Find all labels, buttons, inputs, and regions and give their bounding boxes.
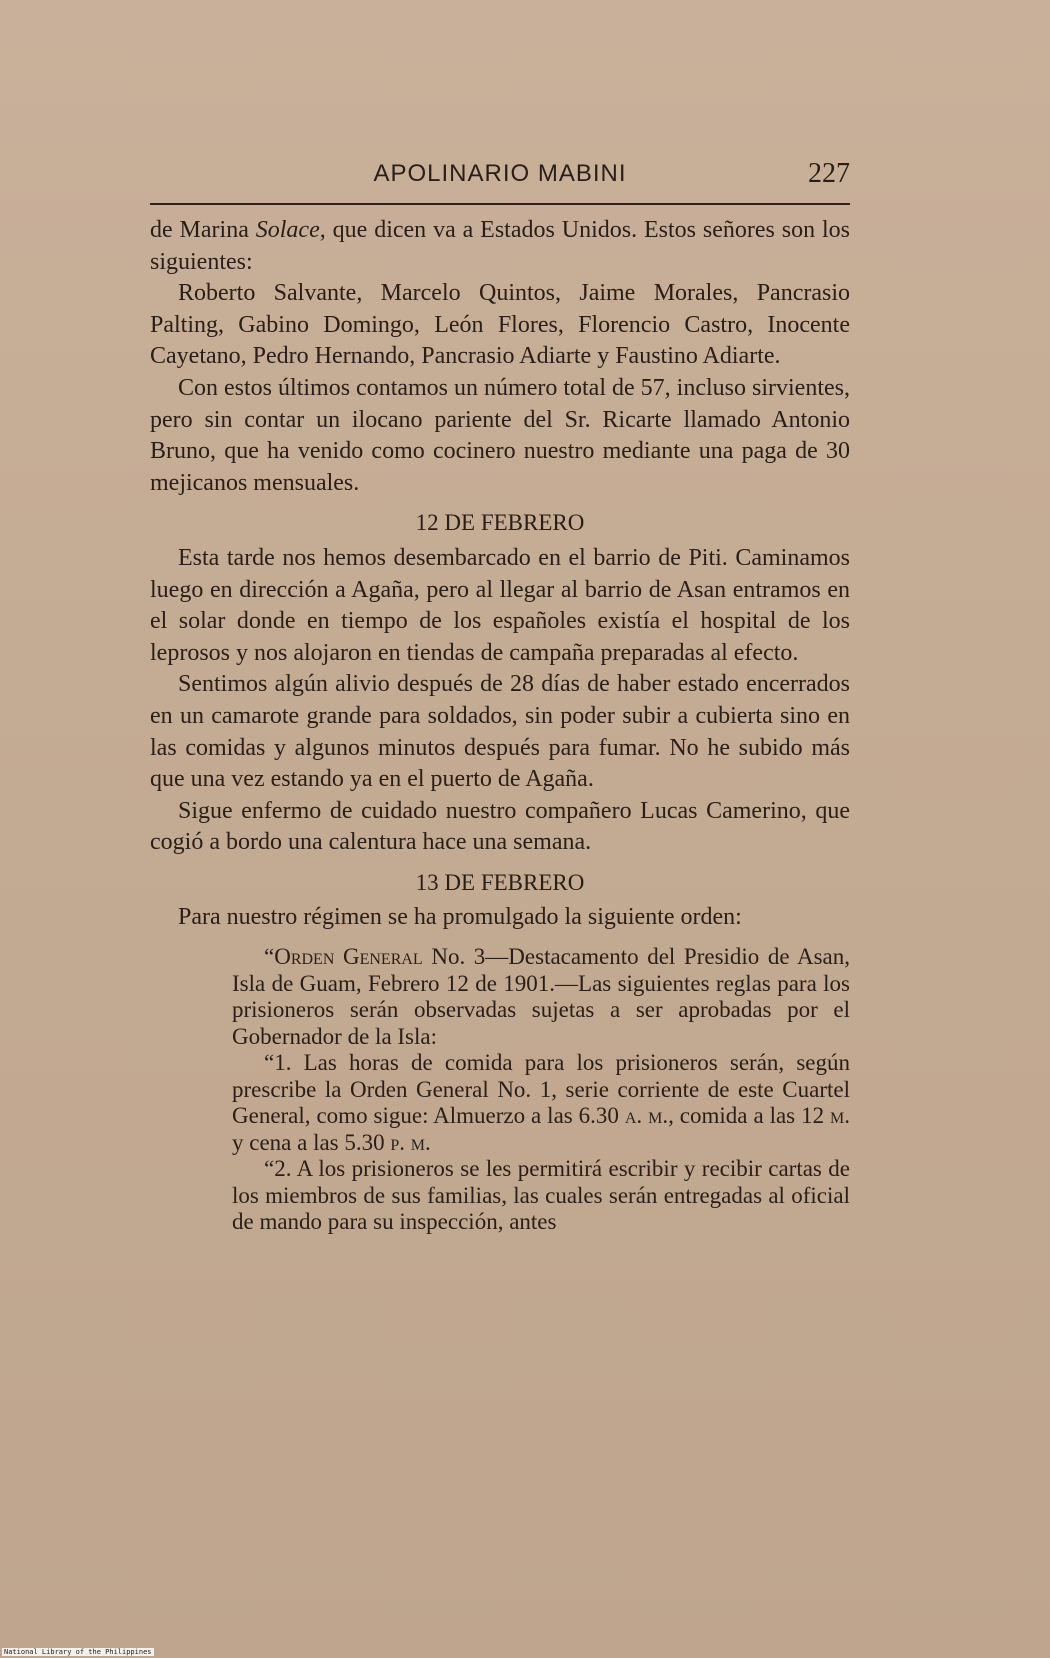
quote-paragraph-2-text-c: y cena a las 5.30	[232, 1129, 391, 1155]
general-order-quote	[232, 944, 850, 1236]
page-number: 227	[808, 158, 850, 189]
quote-open-mark: “	[264, 944, 275, 970]
paragraph-3: Con estos últimos contamos un número total de 57, incluso sirvientes, pero sin contar un ilocano pariente del Sr. Ricarte llamado Antonio Bruno, que ha venido como cocinero nuestro mediante una paga de 30 mejicanos mensuales.	[150, 374, 850, 496]
paragraph-1-text-b: , que dicen va a Estados Unidos. Estos señores son los siguientes:	[150, 217, 850, 275]
quote-paragraph-2-text-a: “1. Las horas de comida para los prisioneros serán, según prescribe la Orden General No. 1, serie corriente de este Cuartel General, como sigue: Almuerzo a las 6.30	[232, 1050, 850, 1129]
quote-paragraph-2	[232, 1050, 850, 1156]
page-body	[150, 215, 850, 1236]
paragraph-1-text-a: de Marina	[150, 217, 256, 243]
ship-name: Solace	[255, 217, 320, 243]
paragraph-4: Esta tarde nos hemos desembarcado en el barrio de Piti. Caminamos luego en dirección a Agaña, pero al llegar al barrio de Asan entramos en el solar donde en tiempo de los españoles existía el hospital de los leprosos y nos alojaron en tiendas de campaña preparadas al efecto.	[150, 544, 850, 666]
paragraph-2: Roberto Salvante, Marcelo Quintos, Jaime Morales, Pancrasio Palting, Gabino Domingo, León Flores, Florencio Castro, Inocente Cayetano, Pedro Hernando, Pancrasio Adiarte y Faustino Adiarte.	[150, 280, 850, 370]
paragraph-5: Sentimos algún alivio después de 28 días de haber estado encerrados en un camarote grande para soldados, sin poder subir a cubierta sino en las comidas y algunos minutos después para fumar. No he subido más que una vez estando ya en el puerto de Agaña.	[150, 671, 850, 793]
header-rule	[150, 203, 850, 205]
page-header	[150, 160, 850, 196]
section-heading-12-febrero: 12 DE FEBRERO	[415, 510, 585, 536]
quote-paragraph-1-text: No. 3—Destacamento del Presidio de Asan, Isla de Guam, Febrero 12 de 1901.—Las siguientes reglas para los prisioneros serán observadas sujetas a ser aprobadas por el Gobernador de la Isla:	[232, 944, 850, 1049]
section-heading-13-febrero: 13 DE FEBRERO	[415, 869, 585, 895]
quote-paragraph-1	[232, 944, 850, 1050]
order-title: Orden General	[274, 944, 423, 970]
quote-paragraph-2-text-b: , comida a las 12	[668, 1103, 831, 1129]
time-am: a. m.	[624, 1103, 669, 1129]
time-pm: p. m.	[390, 1129, 431, 1155]
running-title: APOLINARIO MABINI	[373, 160, 627, 187]
paragraph-7: Para nuestro régimen se ha promulgado la siguiente orden:	[178, 904, 742, 931]
quote-paragraph-3: “2. A los prisioneros se les permitirá escribir y recibir cartas de los miembros de sus familias, las cuales serán entregadas al oficial de mando para su inspección, antes	[232, 1156, 850, 1235]
paragraph-1	[150, 215, 850, 278]
paragraph-6: Sigue enfermo de cuidado nuestro compañero Lucas Camerino, que cogió a bordo una calentura hace una semana.	[150, 797, 850, 856]
library-credit: National Library of the Philippines	[4, 1648, 152, 1656]
time-m: m.	[830, 1103, 851, 1129]
